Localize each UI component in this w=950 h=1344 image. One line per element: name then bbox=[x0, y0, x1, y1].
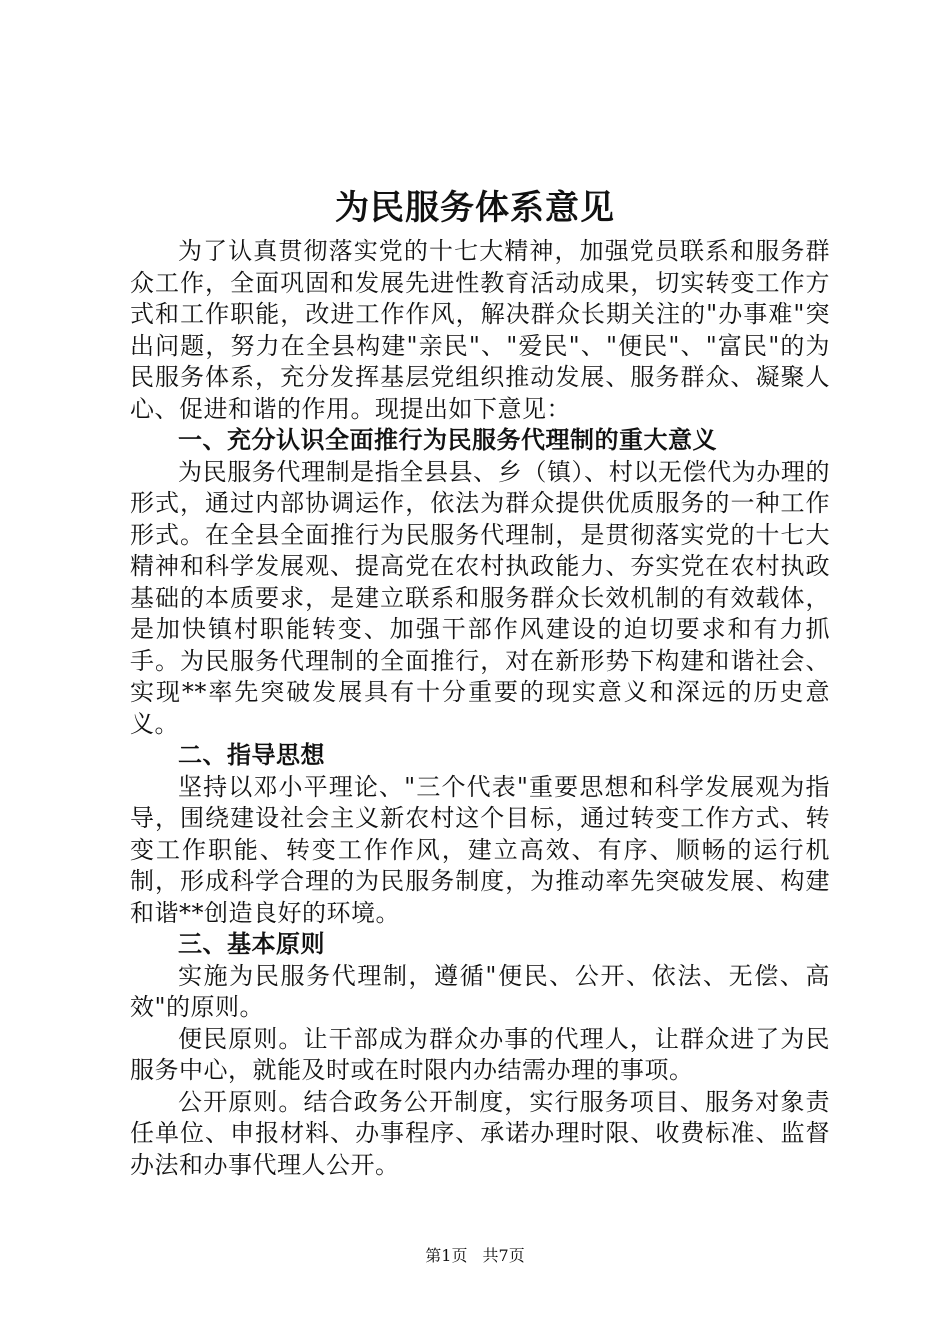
section-heading-2: 二、指导思想 bbox=[178, 741, 325, 769]
section-1-paragraph: 为民服务代理制是指全县县、乡（镇）、村以无偿代为办理的形式，通过内部协调运作，依法为群众提供优质服务的一种工作形式。在全县全面推行为民服务代理制，是贯彻落实党的十七大精神和科学发展观、提高党在农村执政能力、夯实党在农村执政基础的本质要求，是建立联系和服务群众长效机制的有效载体，是加快镇村职能转变、加强干部作风建设的迫切要求和有力抓手。为民服务代理制的全面推行，对在新形势下构建和谐社会、实现**率先突破发展具有十分重要的现实意义和深远的历史意义。 bbox=[130, 457, 830, 738]
page-total: 共7页 bbox=[482, 1246, 525, 1265]
section-heading-1: 一、充分认识全面推行为民服务代理制的重大意义 bbox=[178, 426, 717, 454]
page-footer bbox=[0, 1246, 950, 1266]
page-number: 第1页 bbox=[425, 1246, 468, 1265]
principle-convenience: 便民原则。让干部成为群众办事的代理人，让群众进了为民服务中心，就能及时或在时限内办结需办理的事项。 bbox=[130, 1024, 830, 1084]
section-heading-3: 三、基本原则 bbox=[178, 930, 325, 958]
document-body bbox=[130, 236, 830, 1181]
document-title: 为民服务体系意见 bbox=[335, 188, 615, 228]
intro-paragraph: 为了认真贯彻落实党的十七大精神，加强党员联系和服务群众工作，全面巩固和发展先进性教育活动成果，切实转变工作方式和工作职能，改进工作作风，解决群众长期关注的"办事难"突出问题，努力在全县构建"亲民"、"爱民"、"便民"、"富民"的为民服务体系，充分发挥基层党组织推动发展、服务群众、凝聚人心、促进和谐的作用。现提出如下意见： bbox=[130, 237, 830, 423]
section-2-paragraph: 坚持以邓小平理论、"三个代表"重要思想和科学发展观为指导，围绕建设社会主义新农村这个目标，通过转变工作方式、转变工作职能、转变工作作风，建立高效、有序、顺畅的运行机制，形成科学合理的为民服务制度，为推动率先突破发展、构建和谐**创造良好的环境。 bbox=[130, 772, 830, 927]
section-3-paragraph: 实施为民服务代理制，遵循"便民、公开、依法、无偿、高效"的原则。 bbox=[130, 961, 830, 1021]
principle-openness: 公开原则。结合政务公开制度，实行服务项目、服务对象责任单位、申报材料、办事程序、承诺办理时限、收费标准、监督办法和办事代理人公开。 bbox=[130, 1087, 830, 1179]
